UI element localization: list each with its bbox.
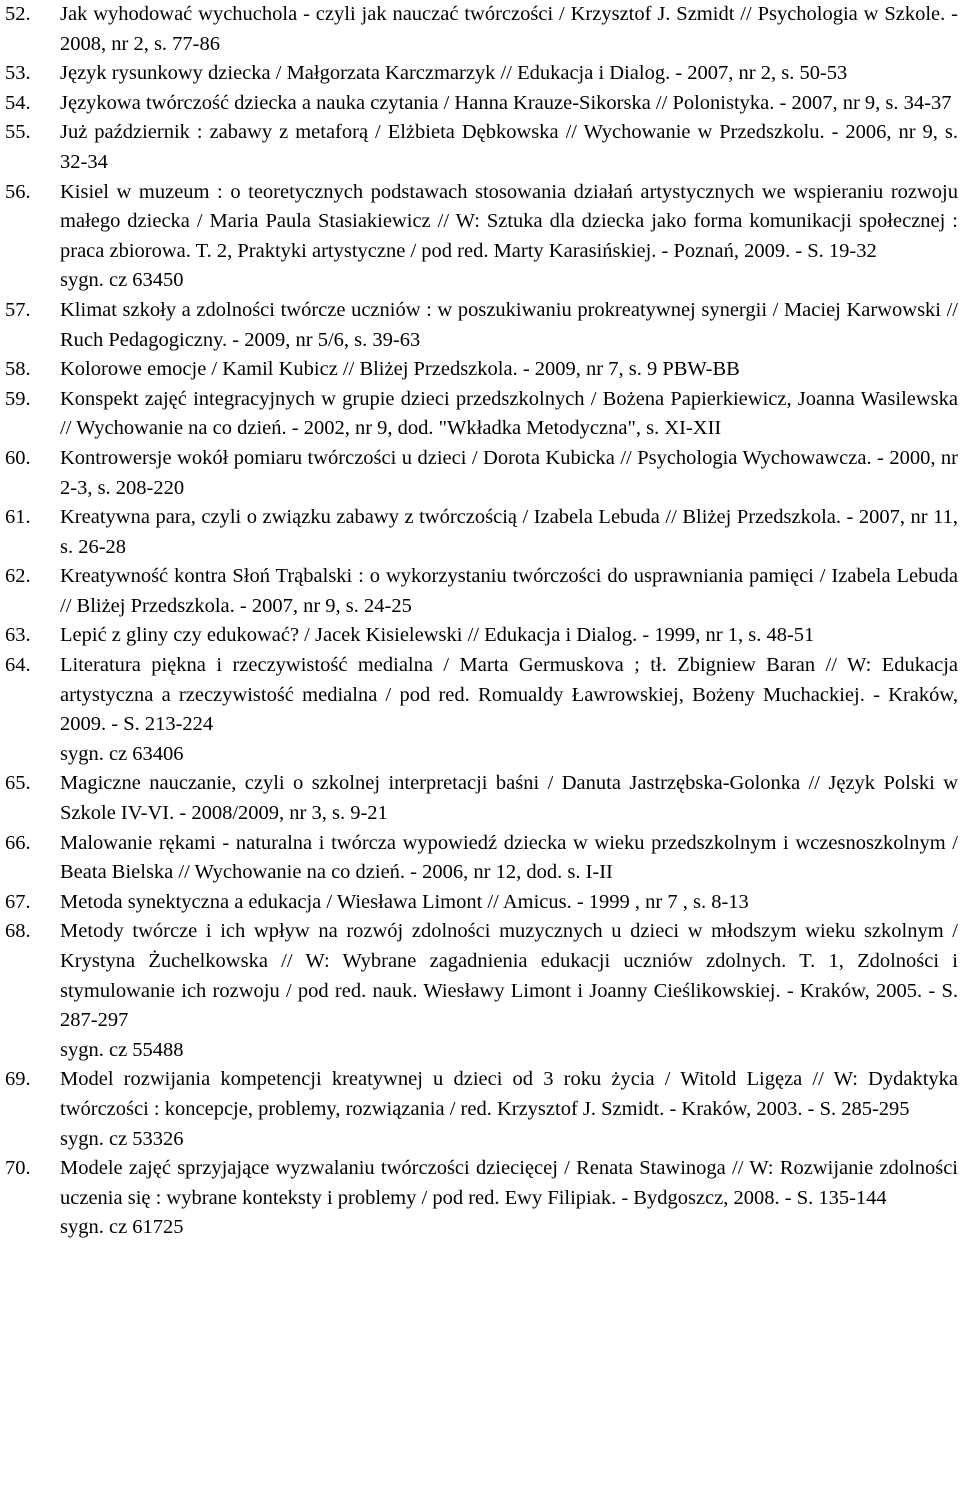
entry-citation: Kreatywna para, czyli o związku zabawy z twórczością / Izabela Lebuda // Bliżej Przedszkola. - 2007, nr 11, s. 26-28 (60, 506, 958, 558)
entry-citation: Model rozwijania kompetencji kreatywnej u dzieci od 3 roku życia / Witold Ligęza // W: Dydaktyka twórczości : koncepcje, problemy, rozwiązania / red. Krzysztof J. Szmidt. - Kraków, 2003. - S. 285-295 (60, 1068, 958, 1120)
entry-number: 54. (5, 91, 31, 114)
entry-citation: Metoda synektyczna a edukacja / Wiesława Limont // Amicus. - 1999 , nr 7 , s. 8-13 (60, 890, 749, 913)
entry-number: 52. (5, 3, 31, 25)
bibliography-entry (0, 89, 960, 119)
entry-citation: Konspekt zajęć integracyjnych w grupie dzieci przedszkolnych / Bożena Papierkiewicz, Joanna Wasilewska // Wychowanie na co dzień. - 2002, nr 9, dod. "Wkładka Metodyczna", s. XI-XII (60, 387, 958, 440)
bibliography-entry (0, 769, 960, 828)
entry-citation: Literatura piękna i rzeczywistość medialna / Marta Germuskova ; tł. Zbigniew Baran // W: Edukacja artystyczna a rzeczywistość medialna / pod red. Romualdy Ławrowskiej, Bożeny Muchackiej. - Kraków, 2009. - S. 213-224 (60, 654, 958, 736)
entry-number: 55. (5, 121, 31, 144)
bibliography-entry (0, 888, 960, 918)
entry-call-number: sygn. cz 63450 (60, 269, 184, 292)
bibliography-entry (0, 1065, 960, 1154)
entry-number: 59. (5, 387, 31, 410)
bibliography-entry (0, 178, 960, 296)
entry-number: 56. (5, 180, 31, 203)
bibliography-entry (0, 829, 960, 888)
bibliography-entry (0, 118, 960, 177)
bibliography-entry (0, 385, 960, 444)
entry-citation: Modele zajęć sprzyjające wyzwalaniu twórczości dziecięcej / Renata Stawinoga // W: Rozwijanie zdolności uczenia się : wybrane konteksty i problemy / pod red. Ewy Filipiak. - Bydgoszcz, 2008. - S. 135-144 (60, 1157, 958, 1209)
entry-number: 53. (5, 62, 31, 85)
entry-number: 69. (5, 1068, 31, 1091)
entry-number: 58. (5, 358, 31, 381)
entry-number: 68. (5, 920, 31, 943)
entry-citation: Lepić z gliny czy edukować? / Jacek Kisielewski // Edukacja i Dialog. - 1999, nr 1, s. 48-51 (60, 624, 815, 647)
entry-citation: Kreatywność kontra Słoń Trąbalski : o wykorzystaniu twórczości do usprawniania pamięci / Izabela Lebuda // Bliżej Przedszkola. - 2007, nr 9, s. 24-25 (60, 565, 958, 617)
entry-call-number: sygn. cz 53326 (60, 1127, 184, 1150)
entry-citation: Już październik : zabawy z metaforą / Elżbieta Dębkowska // Wychowanie w Przedszkolu. - 2006, nr 9, s. 32-34 (60, 121, 958, 173)
entry-number: 61. (5, 506, 31, 529)
bibliography-entry (0, 355, 960, 385)
bibliography-entry (0, 562, 960, 621)
entry-citation: Magiczne nauczanie, czyli o szkolnej interpretacji baśni / Danuta Jastrzębska-Golonka // Język Polski w Szkole IV-VI. - 2008/2009, nr 3, s. 9-21 (60, 772, 958, 825)
entry-number: 66. (5, 831, 31, 854)
bibliography-entry (0, 1154, 960, 1243)
entry-number: 63. (5, 624, 31, 647)
entry-number: 67. (5, 890, 31, 913)
bibliography-entry (0, 621, 960, 651)
entry-number: 65. (5, 772, 31, 795)
entry-citation: Klimat szkoły a zdolności twórcze uczniów : w poszukiwaniu prokreatywnej synergii / Maciej Karwowski // Ruch Pedagogiczny. - 2009, nr 5/6, s. 39-63 (60, 298, 958, 351)
bibliography-entry (0, 917, 960, 1065)
bibliography-entry (0, 59, 960, 89)
entry-call-number: sygn. cz 61725 (60, 1216, 184, 1239)
entry-citation: Językowa twórczość dziecka a nauka czytania / Hanna Krauze-Sikorska // Polonistyka. - 2007, nr 9, s. 34-37 (60, 91, 952, 114)
entry-citation: Kontrowersje wokół pomiaru twórczości u dzieci / Dorota Kubicka // Psychologia Wychowawcza. - 2000, nr 2-3, s. 208-220 (60, 446, 958, 499)
bibliography-entry (0, 444, 960, 503)
entry-citation: Kisiel w muzeum : o teoretycznych podstawach stosowania działań artystycznych we wspieraniu rozwoju małego dziecka / Maria Paula Stasiakiewicz // W: Sztuka dla dziecka jako forma komunikacji społecznej : praca zbiorowa. T. 2, Praktyki artystyczne / pod red. Marty Karasińskiej. - Poznań, 2009. - S. 19-32 (60, 180, 958, 262)
entry-call-number: sygn. cz 55488 (60, 1038, 184, 1061)
bibliography-entry (0, 503, 960, 562)
entry-call-number: sygn. cz 63406 (60, 742, 184, 765)
entry-number: 62. (5, 565, 31, 588)
entry-number: 64. (5, 654, 31, 677)
entry-number: 60. (5, 446, 31, 469)
bibliography-entry (0, 651, 960, 769)
entry-number: 57. (5, 298, 31, 321)
entry-citation: Malowanie rękami - naturalna i twórcza wypowiedź dziecka w wieku przedszkolnym i wczesnoszkolnym / Beata Bielska // Wychowanie na co dzień. - 2006, nr 12, dod. s. I-II (60, 831, 958, 884)
bibliography-entry (0, 296, 960, 355)
entry-number: 70. (5, 1157, 31, 1180)
entry-citation: Metody twórcze i ich wpływ na rozwój zdolności muzycznych u dzieci w młodszym wieku szkolnym / Krystyna Żuchelkowska // W: Wybrane zagadnienia edukacji uczniów zdolnych. T. 1, Zdolności i stymulowanie ich rozwoju / pod red. nauk. Wiesławy Limont i Joanny Cieślikowskiej. - Kraków, 2005. - S. 287-297 (60, 920, 958, 1032)
entry-citation: Jak wyhodować wychuchola - czyli jak nauczać twórczości / Krzysztof J. Szmidt // Psychologia w Szkole. - 2008, nr 2, s. 77-86 (60, 3, 958, 55)
bibliography-entry (0, 0, 960, 59)
entry-citation: Język rysunkowy dziecka / Małgorzata Karczmarzyk // Edukacja i Dialog. - 2007, nr 2, s. 50-53 (60, 62, 848, 85)
entry-citation: Kolorowe emocje / Kamil Kubicz // Bliżej Przedszkola. - 2009, nr 7, s. 9 PBW-BB (60, 358, 740, 381)
